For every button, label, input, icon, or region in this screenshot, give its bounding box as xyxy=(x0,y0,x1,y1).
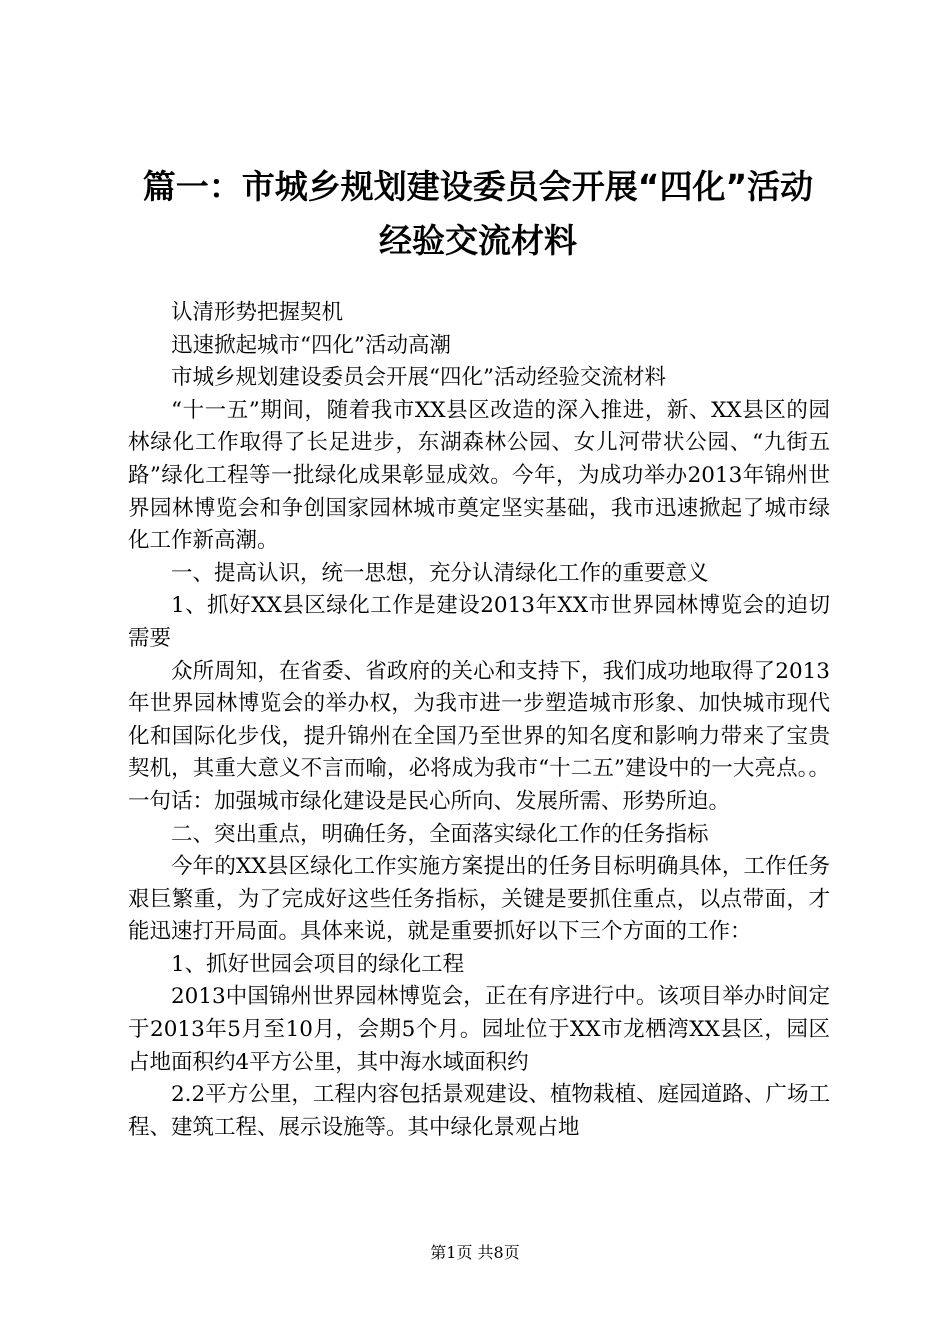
page-footer: 第1页 共8页 xyxy=(430,1243,520,1262)
section-heading: 一、提高认识，统一思想，充分认清绿化工作的重要意义 xyxy=(171,560,709,586)
subsection-heading: 1、抓好世园会项目的绿化工程 xyxy=(171,951,465,977)
section-heading: 二、突出重点，明确任务，全面落实绿化工作的任务指标 xyxy=(171,821,709,847)
document-body xyxy=(128,297,830,1144)
paragraph: “十一五”期间，随着我市XX县区改造的深入推进，新、XX县区的园林绿化工作取得了长足进步，东湖森林公园、女儿河带状公园、“九街五路”绿化工程等一批绿化成果彰显成效。今年，为成功举办2013年锦州世界园林博览会和争创国家园林城市奠定坚实基础，我市迅速掀起了城市绿化工作新高潮。 xyxy=(128,397,830,554)
paragraph: 今年的XX县区绿化工作实施方案提出的任务目标明确具体，工作任务艰巨繁重，为了完成好这些任务指标，关键是要抓住重点，以点带面，才能迅速打开局面。具体来说，就是重要抓好以下三个方面的工作： xyxy=(128,854,830,945)
paragraph: 迅速掀起城市“四化”活动高潮 xyxy=(171,332,451,358)
paragraph: 2.2平方公里，工程内容包括景观建设、植物栽植、庭园道路、广场工程、建筑工程、展示设施等。其中绿化景观占地 xyxy=(128,1082,830,1140)
document-title: 篇一：市城乡规划建设委员会开展“四化”活动经验交流材料 xyxy=(142,167,814,260)
paragraph: 2013中国锦州世界园林博览会，正在有序进行中。该项目举办时间定于2013年5月至10月，会期5个月。园址位于XX市龙栖湾XX县区，园区占地面积约4平方公里，其中海水域面积约 xyxy=(128,984,830,1075)
subsection-heading: 1、抓好XX县区绿化工作是建设2013年XX市世界园林博览会的迫切需要 xyxy=(128,593,830,651)
paragraph: 认清形势把握契机 xyxy=(171,300,344,325)
paragraph: 众所周知，在省委、省政府的关心和支持下，我们成功地取得了2013年世界园林博览会的举办权，为我市进一步塑造城市形象、加快城市现代化和国际化步伐，提升锦州在全国乃至世界的知名度和影响力带来了宝贵契机，其重大意义不言而喻，必将成为我市“十二五”建设中的一大亮点。。一句话：加强城市绿化建设是民心所向、发展所需、形势所迫。 xyxy=(128,658,830,814)
paragraph: 市城乡规划建设委员会开展“四化”活动经验交流材料 xyxy=(171,365,666,391)
